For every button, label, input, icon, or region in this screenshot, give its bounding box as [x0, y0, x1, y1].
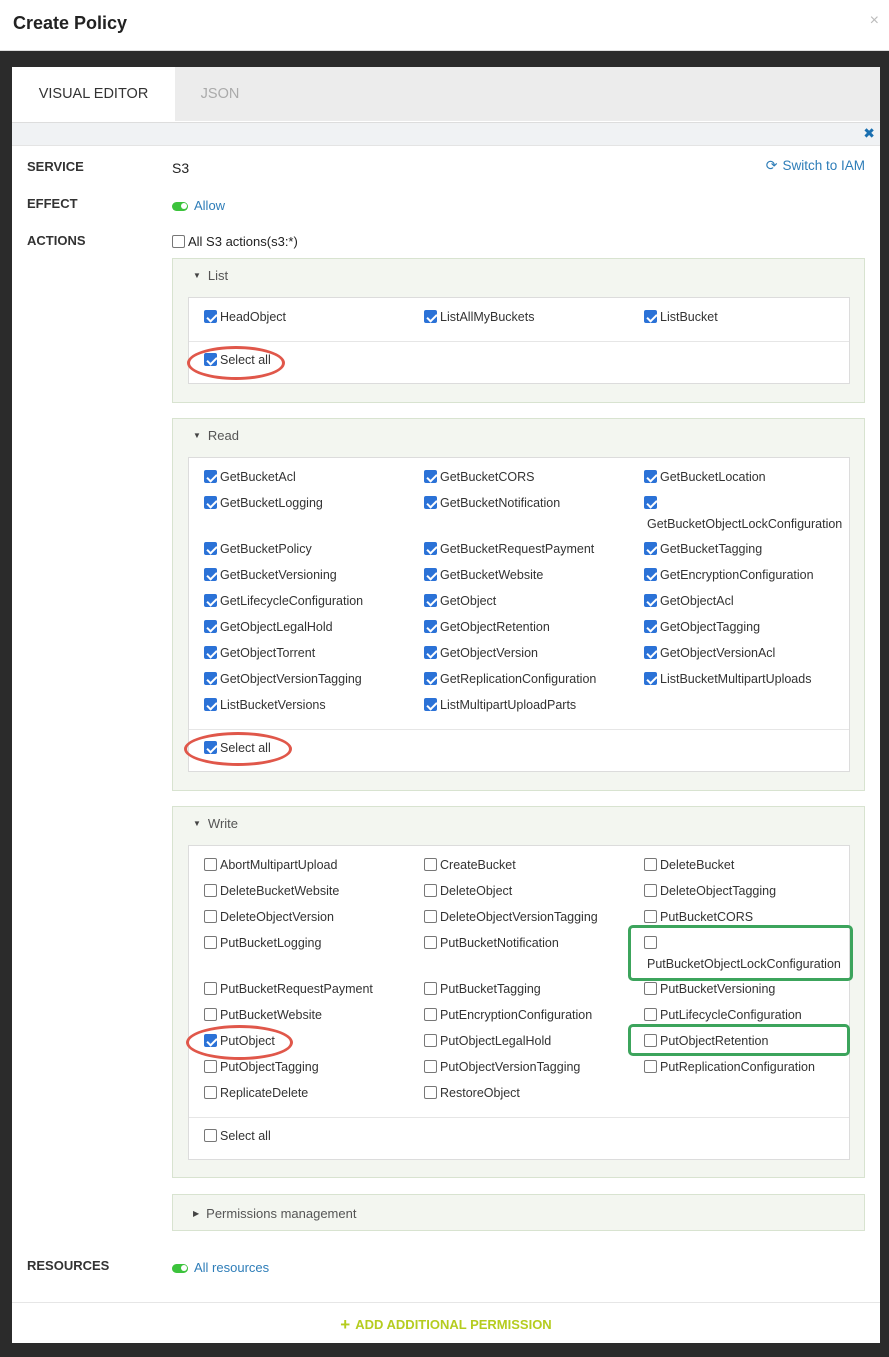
action-checkbox[interactable] [644, 620, 760, 634]
checkbox-icon [424, 620, 437, 633]
checkbox-icon [644, 568, 657, 581]
action-label: PutObjectRetention [660, 1034, 769, 1048]
group-permissions-management[interactable] [172, 1194, 865, 1231]
tab-bar [12, 67, 880, 121]
permissions-management-title: Permissions management [206, 1206, 357, 1221]
resources-toggle[interactable] [172, 1259, 269, 1275]
divider [189, 341, 850, 342]
action-checkbox[interactable] [204, 1008, 322, 1022]
action-label: ListBucketMultipartUploads [660, 672, 812, 686]
action-checkbox[interactable] [424, 496, 560, 510]
action-checkbox[interactable] [424, 698, 576, 712]
action-checkbox[interactable] [204, 698, 326, 712]
checkbox-icon [424, 1060, 437, 1073]
group-read-header[interactable] [193, 428, 239, 443]
action-checkbox[interactable] [644, 470, 766, 484]
action-checkbox[interactable] [204, 936, 321, 950]
group-write-header[interactable] [193, 816, 238, 831]
checkbox-icon [204, 672, 217, 685]
action-checkbox[interactable] [424, 620, 550, 634]
action-label: GetObject [440, 594, 497, 608]
action-checkbox[interactable] [424, 884, 512, 898]
action-checkbox[interactable] [644, 310, 718, 324]
switch-to-iam-label: Switch to IAM [782, 158, 865, 173]
checkbox-icon [424, 1008, 437, 1021]
action-checkbox[interactable] [424, 672, 596, 686]
action-checkbox[interactable] [424, 858, 516, 872]
action-checkbox[interactable] [204, 646, 315, 660]
action-checkbox[interactable] [204, 910, 334, 924]
divider [189, 1117, 850, 1118]
group-read-panel [188, 457, 850, 772]
checkbox-icon [204, 1060, 217, 1073]
action-label: GetBucketTagging [660, 542, 763, 556]
group-write-title: Write [207, 816, 239, 831]
switch-to-iam-link[interactable] [766, 157, 865, 174]
action-checkbox[interactable] [204, 310, 286, 324]
action-checkbox[interactable] [424, 936, 559, 950]
effect-value: Allow [194, 198, 226, 213]
policy-editor [12, 67, 880, 1343]
actions-label: ACTIONS [27, 233, 86, 248]
action-checkbox[interactable] [204, 620, 333, 634]
checkbox-icon [424, 672, 437, 685]
action-checkbox[interactable] [644, 982, 775, 996]
checkbox-icon [204, 1008, 217, 1021]
checkbox-icon [644, 470, 657, 483]
checkbox-icon [644, 858, 657, 871]
effect-label: EFFECT [27, 196, 78, 211]
action-checkbox[interactable] [204, 568, 337, 582]
effect-toggle[interactable] [172, 197, 225, 213]
action-checkbox[interactable] [204, 672, 362, 686]
action-label: ListMultipartUploadParts [440, 698, 577, 712]
action-checkbox[interactable] [424, 594, 496, 608]
tab-visual-editor[interactable]: VISUAL EDITOR [12, 67, 175, 121]
group-read-title: Read [207, 428, 239, 443]
action-label: AbortMultipartUpload [220, 858, 338, 872]
checkbox-icon [424, 310, 437, 323]
add-additional-permission-button[interactable] [12, 1315, 880, 1335]
checkbox-icon [204, 1086, 217, 1099]
action-checkbox[interactable] [644, 594, 734, 608]
window-title: Create Policy [13, 13, 128, 33]
action-checkbox[interactable] [204, 982, 373, 996]
action-label: GetLifecycleConfiguration [220, 594, 364, 608]
checkbox-icon [644, 884, 657, 897]
checkbox-icon [644, 646, 657, 659]
checkbox-icon [204, 594, 217, 607]
checkbox-icon [424, 910, 437, 923]
checkbox-icon [424, 1086, 437, 1099]
checkbox-icon [204, 936, 217, 949]
add-additional-permission-label: ADD ADDITIONAL PERMISSION [355, 1317, 552, 1332]
action-label: GetBucketVersioning [220, 568, 337, 582]
action-label: GetBucketCORS [440, 470, 535, 484]
caret-right-icon: ▶ [193, 1209, 200, 1218]
action-checkbox[interactable] [644, 884, 776, 898]
refresh-icon: ⟳ [765, 157, 778, 173]
action-label: GetObjectTagging [660, 620, 761, 634]
action-label: GetObjectRetention [440, 620, 550, 634]
action-label: GetObjectVersionAcl [660, 646, 776, 660]
group-list-title: List [207, 268, 229, 283]
action-checkbox[interactable] [204, 470, 296, 484]
service-label: SERVICE [27, 159, 84, 174]
group-list-header[interactable] [193, 268, 228, 283]
action-checkbox[interactable] [644, 858, 734, 872]
action-label: DeleteObjectVersionTagging [440, 910, 598, 924]
action-label: GetBucketWebsite [440, 568, 544, 582]
tab-json[interactable]: JSON [200, 86, 240, 102]
select-all-label: Select all [220, 741, 271, 755]
checkbox-icon [204, 646, 217, 659]
action-label: HeadObject [220, 310, 287, 324]
checkbox-icon [644, 620, 657, 633]
all-actions-label: All S3 actions(s3:*) [188, 234, 298, 249]
checkbox-icon [424, 470, 437, 483]
action-checkbox[interactable] [424, 1008, 592, 1022]
checkbox-icon [644, 910, 657, 923]
action-label: PutReplicationConfiguration [660, 1060, 815, 1074]
action-checkbox[interactable] [644, 568, 814, 582]
action-label: GetBucketRequestPayment [440, 542, 595, 556]
action-checkbox[interactable] [424, 470, 534, 484]
highlight-ring-putobject [186, 1025, 293, 1060]
action-checkbox[interactable] [424, 568, 543, 582]
checkbox-icon [204, 698, 217, 711]
action-label: PutBucketTagging [440, 982, 541, 996]
action-label: PutEncryptionConfiguration [440, 1008, 593, 1022]
group-write-panel [188, 845, 850, 1160]
action-label: GetReplicationConfiguration [440, 672, 597, 686]
action-label: PutObject [220, 1034, 275, 1048]
close-icon[interactable]: × [869, 12, 879, 29]
service-value: S3 [172, 160, 190, 176]
action-label: PutObjectTagging [220, 1060, 319, 1074]
checkbox-icon [424, 936, 437, 949]
checkbox-icon [424, 698, 437, 711]
divider [189, 729, 850, 730]
action-label: PutBucketNotification [440, 936, 559, 950]
toggle-icon [172, 202, 188, 211]
action-checkbox[interactable] [644, 1060, 815, 1074]
checkbox-icon [204, 496, 217, 509]
group-list-panel [188, 297, 850, 384]
action-label: PutBucketLogging [220, 936, 322, 950]
group-write [172, 806, 865, 1178]
checkbox-icon [204, 1129, 217, 1142]
action-label: GetEncryptionConfiguration [660, 568, 814, 582]
action-label: PutBucketVersioning [660, 982, 776, 996]
checkbox-icon [204, 470, 217, 483]
action-label: DeleteObjectVersion [220, 910, 334, 924]
action-checkbox[interactable] [644, 1008, 802, 1022]
action-label: PutBucketCORS [660, 910, 754, 924]
plus-icon: + [340, 1315, 351, 1334]
checkbox-icon [424, 884, 437, 897]
action-label: GetObjectLegalHold [220, 620, 333, 634]
checkbox-icon [204, 858, 217, 871]
action-checkbox[interactable] [204, 884, 339, 898]
action-checkbox[interactable] [424, 1086, 520, 1100]
action-checkbox[interactable] [424, 1034, 551, 1048]
action-label: ListBucketVersions [220, 698, 326, 712]
checkbox-icon [424, 594, 437, 607]
action-checkbox[interactable] [424, 646, 538, 660]
checkbox-icon [424, 1034, 437, 1047]
action-label: PutObjectLegalHold [440, 1034, 552, 1048]
checkbox-icon [424, 542, 437, 555]
action-label: RestoreObject [440, 1086, 520, 1100]
caret-down-icon: ▼ [193, 431, 201, 440]
action-checkbox[interactable] [644, 910, 753, 924]
action-checkbox[interactable] [644, 672, 811, 686]
action-label: GetObjectVersion [440, 646, 538, 660]
action-checkbox[interactable] [204, 858, 337, 872]
action-label: GetBucketAcl [220, 470, 296, 484]
action-checkbox[interactable] [424, 1060, 580, 1074]
resources-value: All resources [194, 1260, 270, 1275]
checkbox-icon [204, 542, 217, 555]
action-label: GetObjectVersionTagging [220, 672, 362, 686]
action-checkbox[interactable] [644, 496, 842, 531]
action-checkbox[interactable] [204, 496, 323, 510]
checkbox-icon [204, 910, 217, 923]
caret-down-icon: ▼ [193, 819, 201, 828]
action-checkbox[interactable] [424, 542, 594, 556]
highlight-box-putobjectretention [628, 1024, 850, 1056]
checkbox-icon [644, 982, 657, 995]
checkbox-icon [644, 672, 657, 685]
checkbox-icon [204, 620, 217, 633]
checkbox-icon [644, 542, 657, 555]
action-label: PutBucketWebsite [220, 1008, 322, 1022]
checkbox-icon [172, 235, 185, 248]
checkbox-icon [204, 310, 217, 323]
action-checkbox[interactable] [204, 1086, 308, 1100]
checkbox-icon [424, 568, 437, 581]
checkbox-icon [424, 858, 437, 871]
action-label: DeleteObjectTagging [660, 884, 777, 898]
action-label: GetBucketPolicy [220, 542, 312, 556]
footer [12, 1302, 880, 1343]
action-label: ListBucket [660, 310, 718, 324]
highlight-box-putbucketobjectlockconfiguration [628, 925, 853, 981]
action-checkbox[interactable] [204, 542, 312, 556]
checkbox-icon [424, 982, 437, 995]
select-all-label: Select all [220, 353, 271, 367]
toggle-icon [172, 1264, 188, 1273]
action-label: GetBucketLogging [220, 496, 323, 510]
highlight-ring-read-select-all [184, 732, 292, 766]
checkbox-icon [204, 568, 217, 581]
write-select-all[interactable] [204, 1129, 271, 1143]
action-checkbox[interactable] [644, 646, 775, 660]
action-checkbox[interactable] [424, 310, 534, 324]
action-checkbox[interactable] [644, 542, 762, 556]
action-label: DeleteObject [440, 884, 513, 898]
action-checkbox[interactable] [204, 1060, 319, 1074]
checkbox-icon [204, 982, 217, 995]
action-label: PutBucketRequestPayment [220, 982, 373, 996]
checkbox-icon [644, 1008, 657, 1021]
action-checkbox[interactable] [424, 982, 541, 996]
checkbox-icon [644, 594, 657, 607]
action-label: PutBucketObjectLockConfiguration [647, 957, 841, 971]
action-checkbox[interactable] [424, 910, 598, 924]
group-list [172, 258, 865, 403]
checkbox-icon [644, 496, 657, 509]
action-label: GetBucketLocation [660, 470, 766, 484]
action-label: GetBucketNotification [440, 496, 561, 510]
checkbox-icon [644, 1060, 657, 1073]
all-actions-checkbox[interactable] [172, 234, 298, 249]
checkbox-icon [424, 496, 437, 509]
action-label: DeleteBucket [660, 858, 735, 872]
action-label: GetBucketObjectLockConfiguration [647, 517, 843, 531]
checkbox-icon [424, 646, 437, 659]
action-checkbox[interactable] [204, 594, 363, 608]
action-label: CreateBucket [440, 858, 516, 872]
select-all-label: Select all [220, 1129, 271, 1143]
action-label: DeleteBucketWebsite [220, 884, 340, 898]
caret-down-icon: ▼ [193, 271, 201, 280]
action-label: PutLifecycleConfiguration [660, 1008, 802, 1022]
resources-label: RESOURCES [27, 1258, 110, 1273]
highlight-ring-list-select-all [187, 346, 285, 380]
group-read [172, 418, 865, 791]
window-header [0, 0, 889, 51]
action-label: GetObjectTorrent [220, 646, 316, 660]
checkbox-icon [644, 310, 657, 323]
checkbox-icon [204, 884, 217, 897]
action-label: ReplicateDelete [220, 1086, 309, 1100]
remove-permission-icon[interactable]: ✖ [863, 125, 875, 141]
permission-header-bar [12, 122, 880, 146]
action-label: PutObjectVersionTagging [440, 1060, 581, 1074]
action-label: GetObjectAcl [660, 594, 734, 608]
action-label: ListAllMyBuckets [440, 310, 535, 324]
